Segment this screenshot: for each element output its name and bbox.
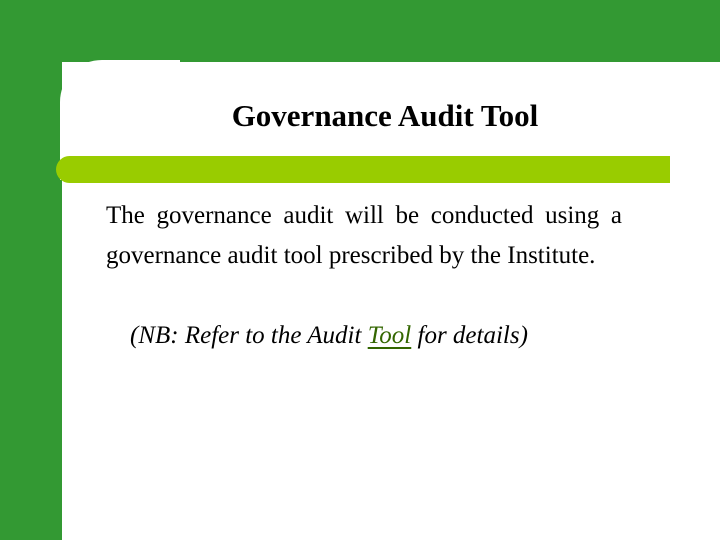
note-prefix: (NB: Refer to the Audit — [130, 322, 368, 349]
frame-left-bar — [0, 0, 62, 540]
note-suffix: for details) — [411, 322, 528, 349]
note-paragraph — [130, 322, 650, 350]
body-paragraph: The governance audit will be conducted using a governance audit tool prescribed by the Institute. — [106, 202, 622, 269]
title-underline-bar — [56, 156, 670, 183]
audit-tool-link[interactable]: Tool — [367, 322, 412, 349]
slide-title: Governance Audit Tool — [231, 98, 539, 133]
frame-top-bar — [0, 0, 720, 62]
